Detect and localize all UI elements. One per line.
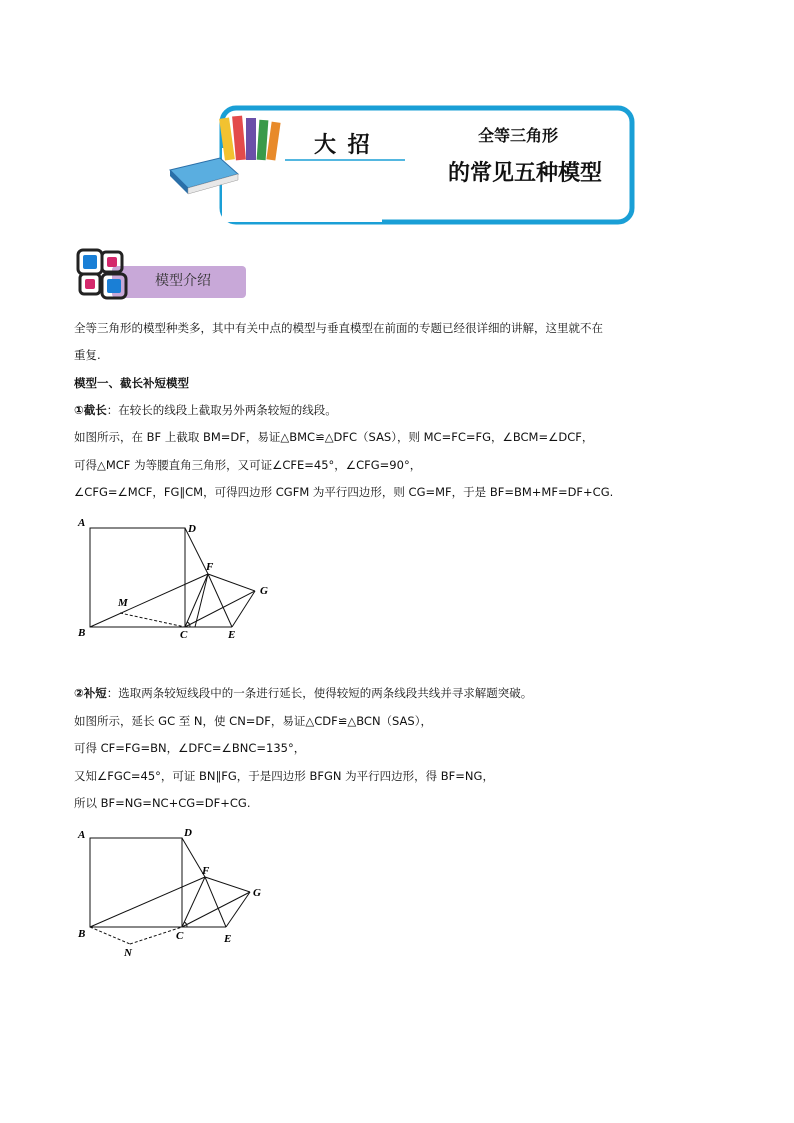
fig2-label-d: D (184, 827, 192, 839)
cut-line-1: 如图所示，在 BF 上截取 BM=DF，易证△BMC≌△DFC（SAS），则 MC=FC=FG，∠BCM=∠DCF， (74, 430, 594, 444)
section-icon (78, 250, 126, 298)
banner-title: 的常见五种模型 (448, 160, 603, 186)
cut-line-2: 可得△MCF 为等腰直角三角形，又可证∠CFE=45°，∠CFG=90°， (74, 458, 422, 472)
fig1-label-a: A (78, 517, 86, 529)
fig1-label-m: M (118, 597, 128, 609)
cut-line (74, 400, 734, 420)
fig1-label-d: D (188, 523, 196, 535)
fig2-label-g: G (253, 887, 261, 899)
section-label: 模型介绍 (155, 273, 211, 289)
ext-line-4: 所以 BF=NG=NC+CG=DF+CG. (74, 796, 251, 810)
fig2-label-f: F (202, 865, 210, 877)
fig2-label-e: E (224, 933, 232, 945)
banner-subtitle: 全等三角形 (478, 126, 559, 145)
model1-title: 模型一、截长补短模型 (74, 376, 189, 390)
fig2-label-c: C (176, 930, 184, 942)
ext-line-2: 可得 CF=FG=BN，∠DFC=∠BNC=135°， (74, 741, 306, 755)
fig1-label-c: C (180, 629, 188, 641)
ext-line-1: 如图所示，延长 GC 至 N，使 CN=DF，易证△CDF≌△BCN（SAS）， (74, 714, 432, 728)
fig2-label-a: A (78, 829, 86, 841)
cut-line-3: ∠CFG=∠MCF，FG∥CM，可得四边形 CGFM 为平行四边形，则 CG=MF，于是 BF=BM+MF=DF+CG. (74, 485, 614, 499)
fig2-label-b: B (78, 928, 86, 940)
banner-badge: 大 招 (314, 132, 372, 158)
fig1-label-f: F (206, 561, 214, 573)
ext-line (74, 683, 734, 703)
fig1-label-g: G (260, 585, 268, 597)
intro-line-2: 重复. (74, 348, 101, 362)
cut-body: ：在较长的线段上截取另外两条较短的线段。 (106, 403, 337, 417)
ext-body: ：选取两条较短线段中的一条进行延长，使得较短的两条线段共线并寻求解题突破。 (106, 686, 533, 700)
ext-head: ②补短 (74, 686, 107, 700)
intro-line-1: 全等三角形的模型种类多，其中有关中点的模型与垂直模型在前面的专题已经很详细的讲解，这里就不在 (74, 321, 603, 335)
fig1-label-b: B (78, 627, 86, 639)
figure-2 (70, 822, 280, 962)
fig1-label-e: E (228, 629, 236, 641)
figure-1 (70, 512, 290, 644)
ext-line-3: 又知∠FGC=45°，可证 BN∥FG，于是四边形 BFGN 为平行四边形，得 BF=NG， (74, 769, 494, 783)
cut-head: ①截长 (74, 403, 107, 417)
fig2-label-n: N (124, 947, 132, 959)
